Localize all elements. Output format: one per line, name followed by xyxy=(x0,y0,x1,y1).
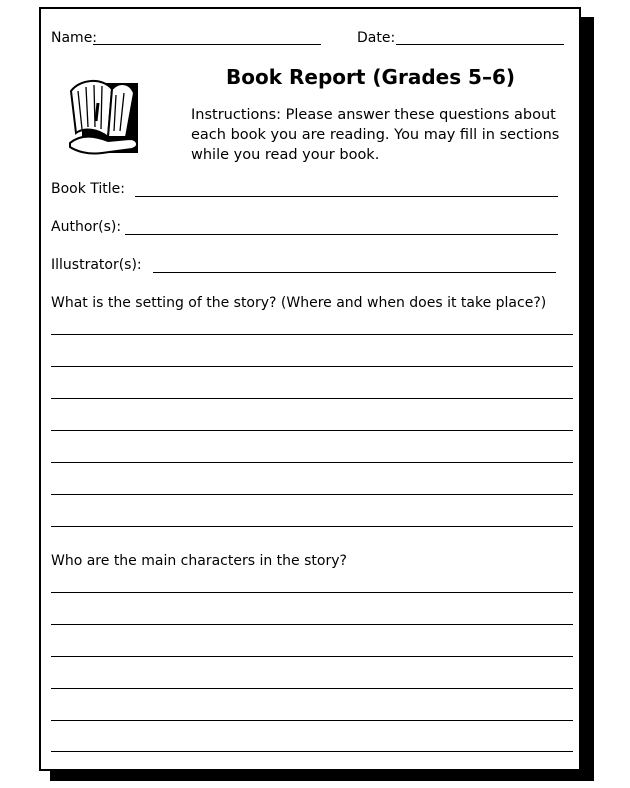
answer-line[interactable] xyxy=(51,656,573,657)
instructions-text: Instructions: Please answer these questions about each book you are reading. You may fill in sections while you read your book. xyxy=(191,107,560,163)
setting-question: What is the setting of the story? (Where and when does it take place?) xyxy=(51,295,547,311)
answer-line[interactable] xyxy=(51,334,573,335)
authors-label: Author(s): xyxy=(51,219,122,235)
answer-line[interactable] xyxy=(51,398,573,399)
illustrators-label: Illustrator(s): xyxy=(51,257,142,273)
answer-line[interactable] xyxy=(51,494,573,495)
name-line[interactable] xyxy=(93,44,321,45)
open-book-hand-icon xyxy=(68,77,144,157)
answer-line[interactable] xyxy=(51,751,573,752)
worksheet xyxy=(39,7,581,771)
date-label: Date: xyxy=(357,30,396,46)
book-title-line[interactable] xyxy=(135,196,558,197)
illustrators-line[interactable] xyxy=(153,272,556,273)
name-label: Name: xyxy=(51,30,98,46)
answer-line[interactable] xyxy=(51,526,573,527)
date-line[interactable] xyxy=(396,44,564,45)
authors-line[interactable] xyxy=(125,234,558,235)
characters-question: Who are the main characters in the story? xyxy=(51,553,347,569)
book-title-label: Book Title: xyxy=(51,181,126,197)
answer-line[interactable] xyxy=(51,366,573,367)
page-title: Book Report (Grades 5–6) xyxy=(226,65,516,89)
answer-line[interactable] xyxy=(51,688,573,689)
answer-line[interactable] xyxy=(51,592,573,593)
answer-line[interactable] xyxy=(51,720,573,721)
answer-line[interactable] xyxy=(51,430,573,431)
answer-line[interactable] xyxy=(51,624,573,625)
answer-line[interactable] xyxy=(51,462,573,463)
